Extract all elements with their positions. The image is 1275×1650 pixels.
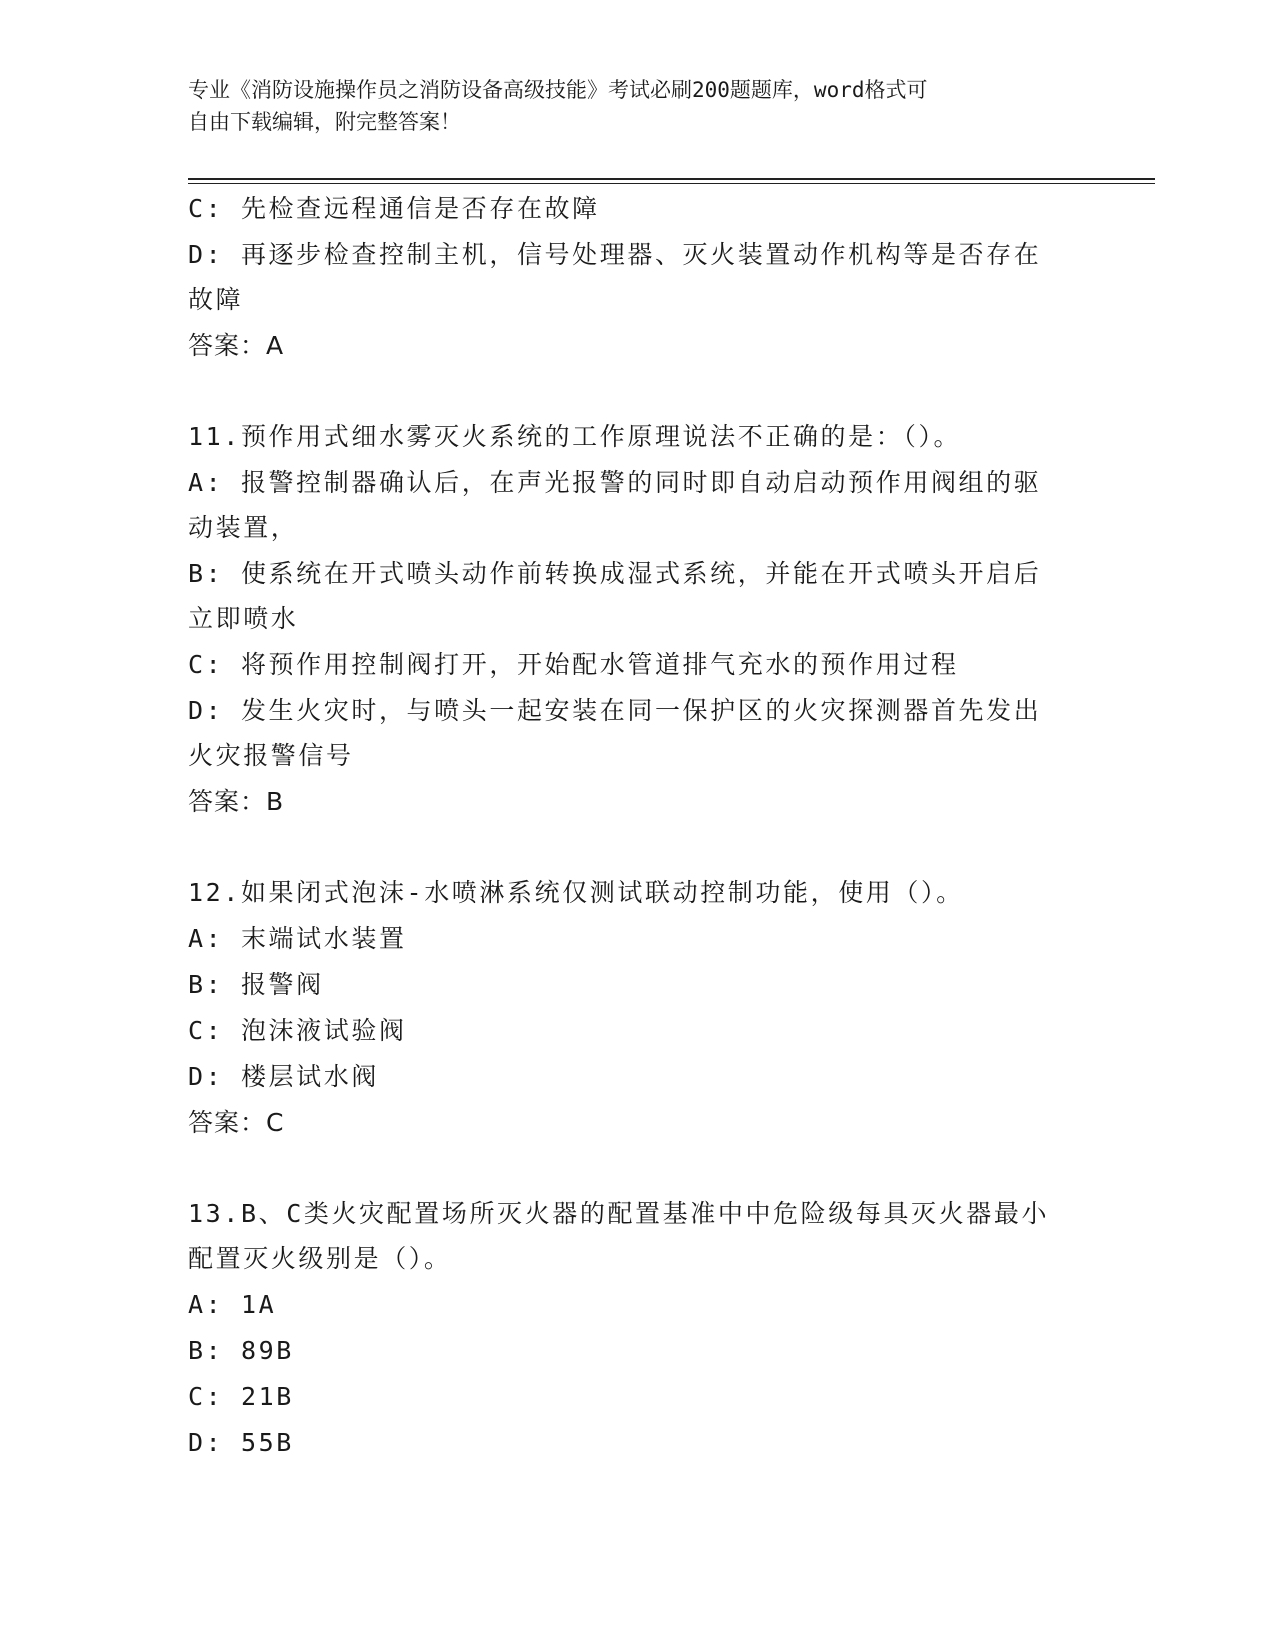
question-11 xyxy=(188,414,1088,825)
q12-option-a: A: 末端试水装置 xyxy=(188,924,407,953)
question-12 xyxy=(188,870,1088,1146)
q11-option-a-line-2: 动装置， xyxy=(188,513,299,542)
header-divider-thin xyxy=(188,183,1155,184)
q12-answer: 答案：C xyxy=(188,1108,285,1137)
document-header xyxy=(188,74,1088,138)
q13-option-b: B: 89B xyxy=(188,1336,294,1365)
q13-stem-line-1: 13.B、C类火灾配置场所灭火器的配置基准中中危险级每具灭火器最小 xyxy=(188,1199,1050,1228)
question-13 xyxy=(188,1191,1088,1466)
q13-option-c: C: 21B xyxy=(188,1382,294,1411)
document-body xyxy=(188,186,1088,1466)
header-line-2: 自由下载编辑，附完整答案！ xyxy=(188,110,461,134)
q11-option-d-line-1: D: 发生火灾时，与喷头一起安装在同一保护区的火灾探测器首先发出 xyxy=(188,696,1042,725)
q11-option-b-line-1: B: 使系统在开式喷头动作前转换成湿式系统，并能在开式喷头开启后 xyxy=(188,559,1042,588)
q10-option-d-line-2: 故障 xyxy=(188,285,244,314)
header-line-1: 专业《消防设施操作员之消防设备高级技能》考试必刷200题题库，word格式可 xyxy=(188,78,928,102)
q11-option-c: C: 将预作用控制阀打开，开始配水管道排气充水的预作用过程 xyxy=(188,650,959,679)
q13-option-d: D: 55B xyxy=(188,1428,294,1457)
q11-answer: 答案：B xyxy=(188,787,285,816)
q10-option-c: C: 先检查远程通信是否存在故障 xyxy=(188,194,600,223)
q11-stem: 11.预作用式细水雾灭火系统的工作原理说法不正确的是：（）。 xyxy=(188,422,962,451)
q12-stem: 12.如果闭式泡沫-水喷淋系统仅测试联动控制功能，使用（）。 xyxy=(188,878,964,907)
header-divider-thick xyxy=(188,178,1155,180)
q13-option-a: A: 1A xyxy=(188,1290,277,1319)
q13-stem-line-2: 配置灭火级别是（）。 xyxy=(188,1244,452,1273)
q11-option-d-line-2: 火灾报警信号 xyxy=(188,741,354,770)
q12-option-c: C: 泡沫液试验阀 xyxy=(188,1016,407,1045)
q11-option-a-line-1: A: 报警控制器确认后，在声光报警的同时即自动启动预作用阀组的驱 xyxy=(188,468,1042,497)
q10-option-d-line-1: D: 再逐步检查控制主机，信号处理器、灭火装置动作机构等是否存在 xyxy=(188,240,1042,269)
q12-option-b: B: 报警阀 xyxy=(188,970,324,999)
q11-option-b-line-2: 立即喷水 xyxy=(188,604,299,633)
question-10 xyxy=(188,186,1088,369)
q10-answer: 答案：A xyxy=(188,331,285,360)
q12-option-d: D: 楼层试水阀 xyxy=(188,1062,379,1091)
